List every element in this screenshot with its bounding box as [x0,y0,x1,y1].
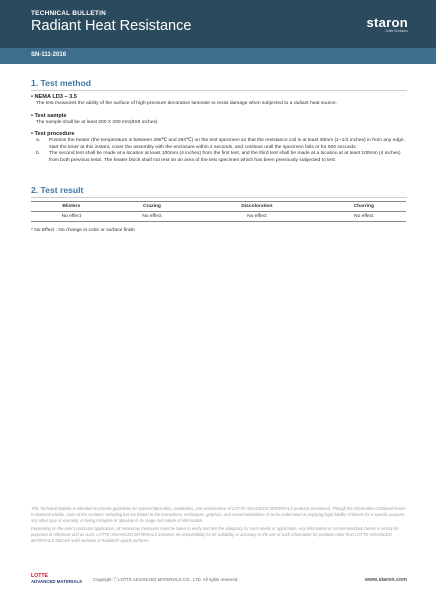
result-table [31,201,406,222]
table-cell: No effect [322,211,406,221]
disclaimer-paragraph: This Technical Bulletin is intended to provide guidelines for optimal fabrication, installation, and performance of LOTTE ADVANCED MATERIALS products mentioned. Though the information contained herein is deemed reliable, none of the contents–including but not limited to the instructions, techniques, graphics, and recommendations–is to be understood as implying legal liability of fitness for a specific purpose, any other type of warranty, or being complete or absolute in its range and nature of information. [31,506,406,523]
table-cell: No effect [31,211,112,221]
logo-line-2: ADVANCED MATERIALS [31,579,83,584]
header-banner [0,0,436,48]
column-header: Blisters [31,201,112,211]
disclaimer [31,506,407,546]
step-marker: a. [36,138,41,144]
table-header-row [31,201,406,211]
brand-name: staron [366,15,408,30]
page-title: Radiant Heat Resistance [31,18,192,34]
procedure-step [36,138,407,151]
bulletin-kicker: TECHNICAL BULLETIN [31,10,106,17]
logo-line-1: LOTTE [31,573,49,579]
footer [31,573,407,587]
table-cell: No effect [192,211,321,221]
procedure-steps [36,138,407,164]
website-link[interactable]: www.staron.com [364,577,407,583]
brand-tagline: Solid Surfaces [385,29,408,33]
copyright: Copyright ⓒ LOTTE ADVANCED MATERIALS CO., LTD. All rights reserved. [93,577,239,582]
step-text: Position the heater (the temperature is between 288℃ and 294℃) on the test specimen so that the resistance coil is at least 38mm (1~1/2 inches) in from any edge, start the timer at this instant, cover the assembly with the enclosure within 2 seconds, and continue until the specimen fails or for 600 seconds. [49,138,405,150]
nema-description: The test measures the ability of the surface of high-pressure decorative laminate to resist damage when subjected to a radiant heat source. [36,101,337,106]
column-header: Crazing [112,201,193,211]
document-body [31,78,407,233]
section-heading-test-result: 2. Test result [31,185,407,198]
table-row [31,211,406,221]
test-sample-label: • Test sample [31,112,67,119]
test-procedure-label: • Test procedure [31,131,75,138]
test-sample-description: The sample shall be at least 200 X 200 mm(8X8 inches) [36,119,158,125]
column-header: Discoloration [192,201,321,211]
disclaimer-paragraph: Depending on the user's particular application, all necessary measures must be taken to verify and test the adequacy for such needs or application. Any information or recommendation herein is strictly for purposes of reference and as such, LOTTE ADVANCED MATERIALS assumes no responsibility for its suitability or accuracy or the use of such information for products other than LOTTE ADVANCED MATERIALS Staron® solid surfaces & Radianz® quartz surfaces. [31,526,399,543]
table-cell: No effect [112,211,193,221]
result-footnote: * No Effect : No change in color or surface finish [31,227,136,233]
staron-logo [366,16,408,34]
step-text: The second test shall be made at a location at least 100mm (4 inches) from the first test, and the third test shall be made at a location at at least 100mm (4 inches) from both previous tests. The heater block shall not rest on an area of the test specimen which has been previously subjected to test [49,151,401,163]
column-header: Charring [322,201,406,211]
lotte-logo [31,573,82,585]
procedure-step [36,151,407,164]
section-heading-test-method: 1. Test method [31,78,407,91]
step-marker: b. [36,151,41,157]
nema-label: • NEMA LD3 – 3.5 [31,94,77,100]
document-number: SN-111-2016 [31,52,67,58]
